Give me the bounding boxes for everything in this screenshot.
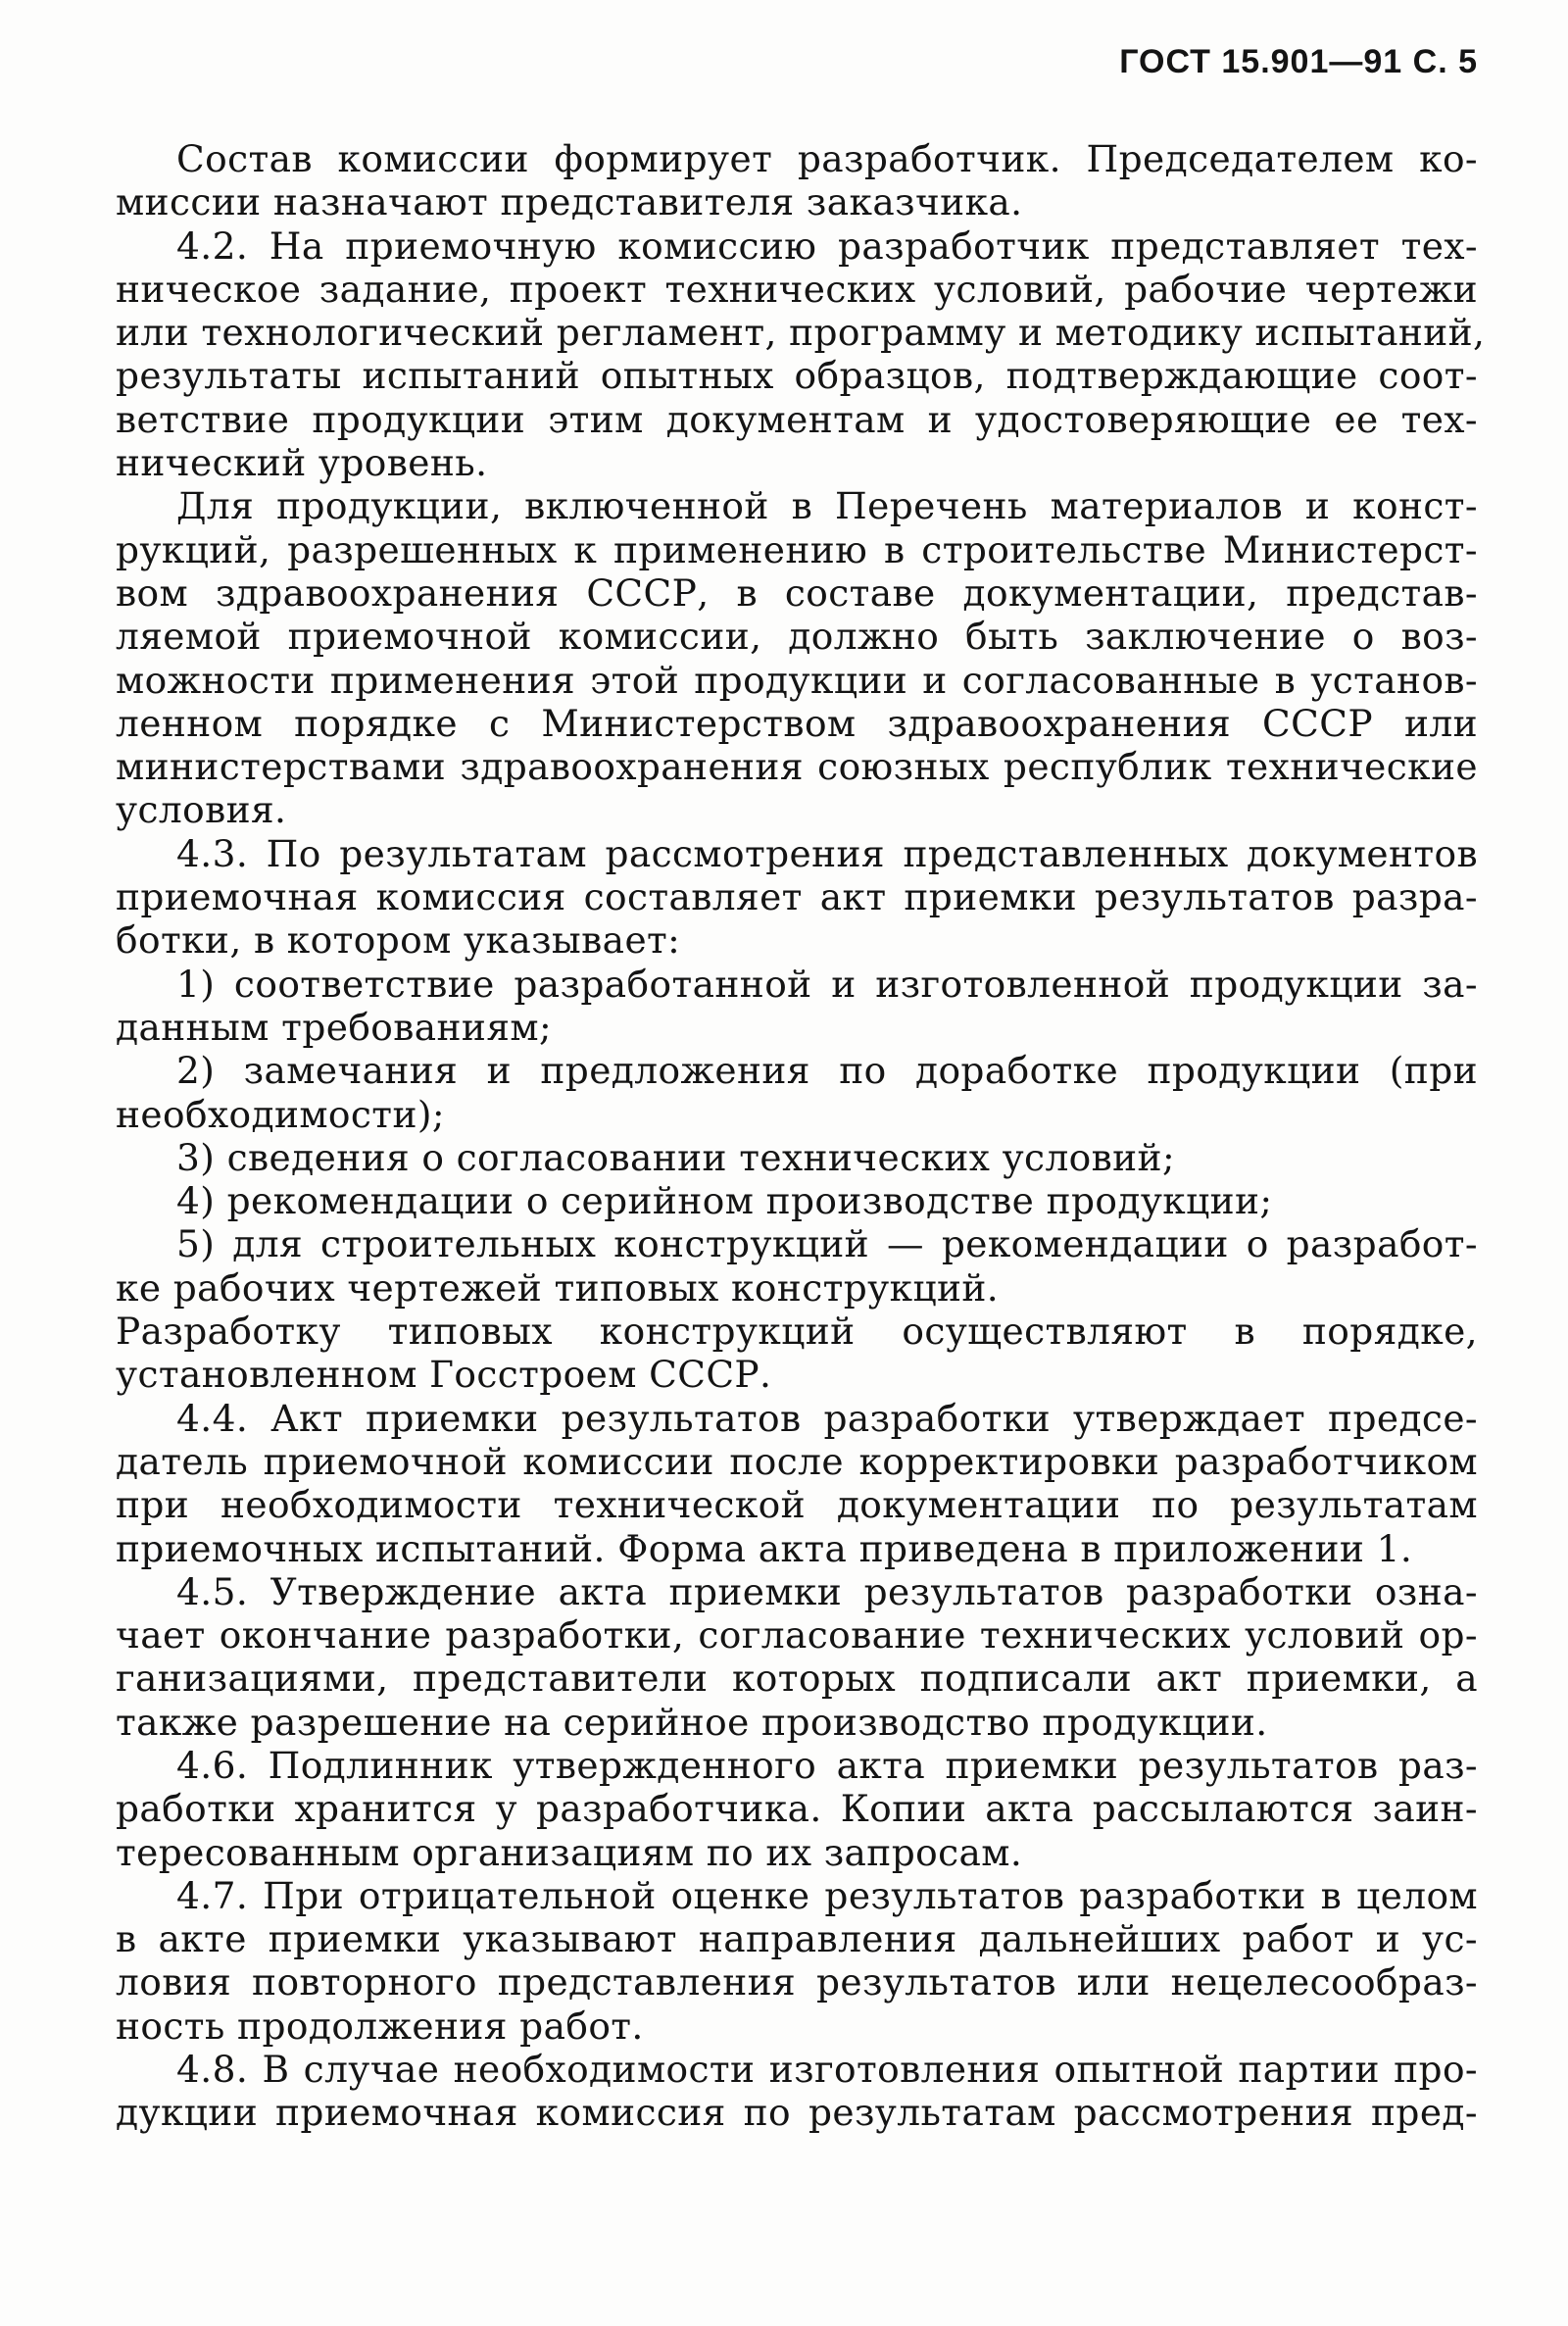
text-line: ническое задание, проект технических условий, рабочие чертежи xyxy=(116,267,1478,311)
text-line: 5) для строительных конструкций — рекомендации о разработ- xyxy=(176,1222,1478,1266)
text-line: в акте приемки указывают направления дальнейших работ и ус- xyxy=(116,1917,1478,1961)
text-line: ботки, в котором указывает: xyxy=(116,918,681,963)
text-line: 4.5. Утверждение акта приемки результатов разработки озна- xyxy=(176,1569,1478,1613)
text-line: 4.7. При отрицательной оценке результатов разработки в целом xyxy=(176,1873,1478,1917)
text-line: результаты испытаний опытных образцов, подтверждающие соот- xyxy=(116,354,1478,398)
text-line: 4.8. В случае необходимости изготовления опытной партии про- xyxy=(176,2048,1478,2092)
text-line: ветствие продукции этим документам и удостоверяющие ее тех- xyxy=(116,397,1478,441)
text-line: ленном порядке с Министерством здравоохранения СССР или xyxy=(116,701,1478,745)
text-line: 2) замечания и предложения по доработке продукции (при xyxy=(176,1049,1478,1093)
text-line: необходимости); xyxy=(116,1092,445,1136)
text-line: тересованным организациям по их запросам. xyxy=(116,1830,1023,1874)
text-line: можности применения этой продукции и согласованные в установ- xyxy=(116,658,1478,702)
text-line: или технологический регламент, программу и методику испытаний, xyxy=(116,311,1486,355)
page-header: ГОСТ 15.901—91 С. 5 xyxy=(1119,43,1478,80)
text-line: ность продолжения работ. xyxy=(116,2004,644,2048)
text-line: вом здравоохранения СССР, в составе документации, представ- xyxy=(116,570,1478,615)
text-line: 3) сведения о согласовании технических условий; xyxy=(176,1135,1175,1179)
text-line: Состав комиссии формирует разработчик. Председателем ко- xyxy=(176,137,1478,180)
text-line: приемочная комиссия составляет акт приемки результатов разра- xyxy=(116,875,1478,919)
text-line: нический уровень. xyxy=(116,441,488,485)
text-line: ляемой приемочной комиссии, должно быть заключение о воз- xyxy=(116,615,1478,659)
text-line: Разработку типовых конструкций осуществляют в порядке, xyxy=(116,1310,1478,1354)
text-line: приемочных испытаний. Форма акта приведена в приложении 1. xyxy=(116,1526,1413,1570)
body-text xyxy=(116,137,1486,2135)
text-line: 4) рекомендации о серийном производстве продукции; xyxy=(176,1179,1273,1223)
text-line: ловия повторного представления результатов или нецелесообраз- xyxy=(116,1960,1478,2004)
text-line: 4.3. По результатам рассмотрения представленных документов xyxy=(176,831,1478,875)
text-line: 4.2. На приемочную комиссию разработчик представляет тех- xyxy=(176,223,1478,268)
text-line: данным требованиям; xyxy=(116,1005,552,1049)
text-line: работки хранится у разработчика. Копии акта рассылаются заин- xyxy=(116,1787,1478,1831)
text-line: 1) соответствие разработанной и изготовленной продукции за- xyxy=(176,962,1478,1006)
text-line: 4.4. Акт приемки результатов разработки утверждает предсе- xyxy=(176,1396,1478,1440)
text-line: Для продукции, включенной в Перечень материалов и конст- xyxy=(176,484,1478,528)
text-line: установленном Госстроем СССР. xyxy=(116,1353,772,1397)
text-line: миссии назначают представителя заказчика. xyxy=(116,180,1023,224)
text-line: ке рабочих чертежей типовых конструкций. xyxy=(116,1265,1000,1310)
text-line: министерствами здравоохранения союзных республик технические xyxy=(116,745,1478,789)
text-line: при необходимости технической документации по результатам xyxy=(116,1483,1478,1527)
text-line: датель приемочной комиссии после корректировки разработчиком xyxy=(116,1439,1478,1483)
text-line: чает окончание разработки, согласование технических условий ор- xyxy=(116,1613,1478,1658)
text-line: также разрешение на серийное производство продукции. xyxy=(116,1700,1268,1744)
text-line: 4.6. Подлинник утвержденного акта приемки результатов раз- xyxy=(176,1743,1478,1787)
text-line: дукции приемочная комиссия по результатам рассмотрения пред- xyxy=(116,2091,1478,2135)
text-line: условия. xyxy=(116,788,287,832)
text-line: ганизациями, представители которых подписали акт приемки, а xyxy=(116,1657,1478,1701)
text-line: рукций, разрешенных к применению в строительстве Министерст- xyxy=(116,527,1478,571)
